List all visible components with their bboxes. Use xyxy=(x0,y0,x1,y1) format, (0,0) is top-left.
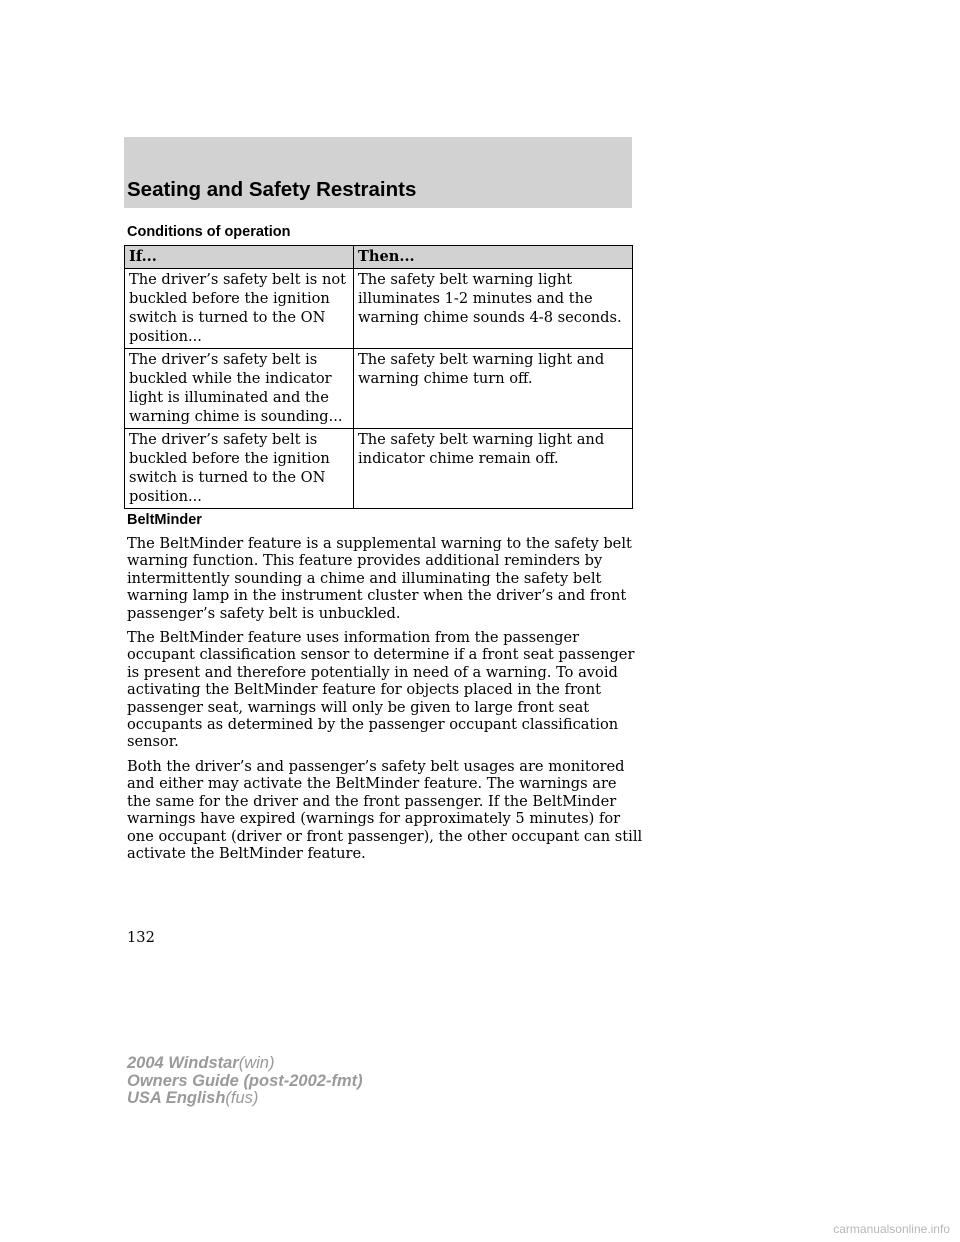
footer-line-language xyxy=(127,1090,363,1108)
body-paragraph: Both the driver’s and passenger’s safety belt usages are monitored and either may activate the BeltMinder feature. The warnings are the same for the driver and the front passenger. If the BeltMinder warnings have expired (warnings for approximately 5 minutes) for one occupant (driver or front passenger), the other occupant can still activate the BeltMinder feature. xyxy=(127,757,643,862)
column-header-then: Then... xyxy=(354,246,633,269)
body-paragraph: The BeltMinder feature uses information from the passenger occupant classification sensor to determine if a front seat passenger is present and therefore potentially in need of a warning. To avoid activating the BeltMinder feature for objects placed in the front passenger seat, warnings will only be given to large front seat occupants as determined by the passenger occupant classification sensor. xyxy=(127,629,635,751)
condition-then-cell: The safety belt warning light illuminates 1-2 minutes and the warning chime sounds 4-8 seconds. xyxy=(354,269,633,349)
table-row xyxy=(125,269,633,349)
section-header-band xyxy=(124,137,632,208)
condition-then-cell: The safety belt warning light and warning chime turn off. xyxy=(354,349,633,429)
condition-then-cell: The safety belt warning light and indicator chime remain off. xyxy=(354,429,633,509)
table-row xyxy=(125,349,633,429)
section-title: Seating and Safety Restraints xyxy=(127,178,417,201)
footer-guide-name: Owners Guide (post-2002-fmt) xyxy=(127,1071,363,1090)
conditions-table xyxy=(124,245,633,509)
body-paragraph: The BeltMinder feature is a supplemental warning to the safety belt warning function. This feature provides additional reminders by intermittently sounding a chime and illuminating the safety belt warning lamp in the instrument cluster when the driver’s and front passenger’s safety belt is unbuckled. xyxy=(127,535,632,622)
page-number: 132 xyxy=(127,929,155,946)
watermark: carmanualsonline.info xyxy=(833,1222,950,1236)
condition-if-cell: The driver’s safety belt is buckled before the ignition switch is turned to the ON position... xyxy=(125,429,354,509)
conditions-heading: Conditions of operation xyxy=(127,224,291,240)
condition-if-cell: The driver’s safety belt is buckled while the indicator light is illuminated and the warning chime is sounding... xyxy=(125,349,354,429)
table-row xyxy=(125,429,633,509)
footer-language: USA English xyxy=(127,1089,226,1107)
condition-if-cell: The driver’s safety belt is not buckled before the ignition switch is turned to the ON position... xyxy=(125,269,354,349)
beltminder-body xyxy=(124,535,644,869)
beltminder-heading: BeltMinder xyxy=(127,512,202,528)
footer-language-code: (fus) xyxy=(225,1089,259,1107)
document-footer xyxy=(127,1055,363,1108)
footer-line-model xyxy=(127,1055,363,1073)
table-header-row xyxy=(125,246,633,269)
footer-model-code: (win) xyxy=(238,1054,275,1072)
footer-model-name: 2004 Windstar xyxy=(127,1054,239,1072)
column-header-if: If... xyxy=(125,246,354,269)
